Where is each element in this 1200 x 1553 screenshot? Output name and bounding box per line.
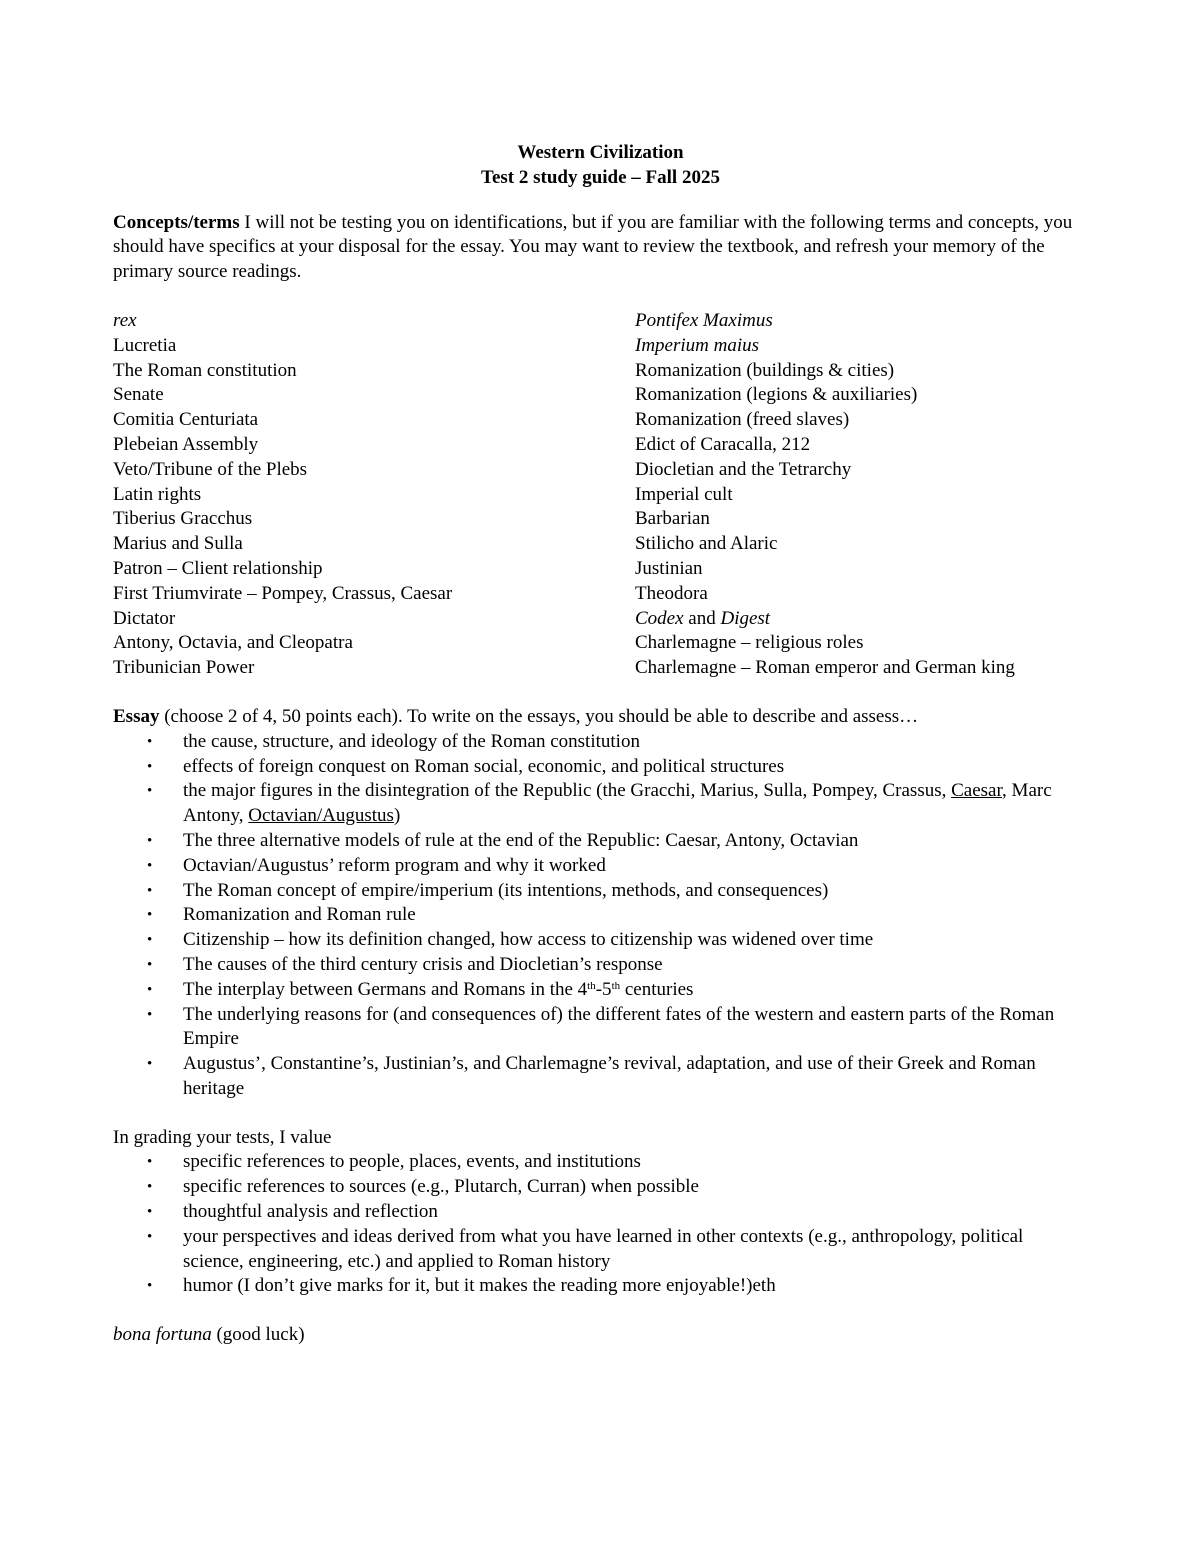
essay-topics-list [113, 730, 1088, 1102]
essay-topic: • Octavian/Augustus’ reform program and why it worked [113, 854, 1088, 879]
term-item [635, 607, 1088, 632]
term-and: and [683, 607, 721, 629]
intro-label: Concepts/terms [113, 211, 240, 233]
term-item: Diocletian and the Tetrarchy [635, 458, 852, 480]
term-item: Plebeian Assembly [113, 433, 259, 455]
bullet-icon: • [147, 783, 153, 800]
essay-topic: • The interplay between Germans and Romans in the 4th-5th centuries [113, 978, 1088, 1003]
term-item: Latin rights [113, 483, 202, 505]
bullet-icon: • [147, 1204, 153, 1221]
bullet-icon: • [147, 882, 153, 899]
term-item: The Roman constitution [113, 359, 297, 381]
essay-topic: • The causes of the third century crisis and Diocletian’s response [113, 953, 1088, 978]
terms-column-left [113, 309, 635, 681]
essay-topic: • The three alternative models of rule at the end of the Republic: Caesar, Antony, Octavian [113, 829, 1088, 854]
terms-list [113, 309, 1088, 681]
page-title: Western Civilization [517, 142, 684, 163]
term-item: Romanization (freed slaves) [635, 409, 850, 431]
term-item: Justinian [635, 557, 703, 579]
bullet-icon: • [147, 733, 153, 750]
grading-criteria-list [113, 1150, 1088, 1299]
study-guide-page [113, 141, 1088, 1348]
essay-label: Essay [113, 705, 160, 727]
bullet-icon: • [147, 1228, 153, 1245]
essay-topic: • the cause, structure, and ideology of the Roman constitution [113, 730, 1088, 755]
bullet-icon: • [147, 1278, 153, 1295]
term-item: Tiberius Gracchus [113, 508, 253, 530]
term-item: Antony, Octavia, and Cleopatra [113, 632, 353, 654]
closing-line [113, 1323, 1088, 1348]
essay-topic: • The Roman concept of empire/imperium (its intentions, methods, and consequences) [113, 879, 1088, 904]
bullet-icon: • [147, 1056, 153, 1073]
bullet-icon: • [147, 1154, 153, 1171]
term-item: Edict of Caracalla, 212 [635, 433, 811, 455]
grading-intro: In grading your tests, I value [113, 1126, 332, 1148]
essay-instructions: (choose 2 of 4, 50 points each). To write on the essays, you should be able to describe and assess… [159, 705, 919, 727]
bullet-icon: • [147, 857, 153, 874]
term-digest: Digest [720, 607, 771, 629]
page-subtitle: Test 2 study guide – Fall 2025 [481, 166, 720, 188]
term-item: Romanization (buildings & cities) [635, 359, 895, 381]
essay-topic: • The underlying reasons for (and consequences of) the different fates of the western and eastern parts of the Roman Empire [147, 1003, 1055, 1050]
bullet-icon: • [147, 956, 153, 973]
grading-criterion: • your perspectives and ideas derived from what you have learned in other contexts (e.g., anthropology, political science, engineering, etc.) and applied to Roman history [147, 1225, 1024, 1272]
bullet-icon: • [147, 981, 153, 998]
essay-topic: • effects of foreign conquest on Roman social, economic, and political structures [113, 755, 1088, 780]
intro-paragraph [113, 211, 1088, 285]
term-item: Senate [113, 384, 164, 406]
term-item: Romanization (legions & auxiliaries) [635, 384, 918, 406]
closing-latin: bona fortuna [113, 1324, 212, 1346]
term-item: Tribunician Power [113, 657, 255, 679]
bullet-icon: • [147, 832, 153, 849]
essay-topic: • Citizenship – how its definition changed, how access to citizenship was widened over time [113, 928, 1088, 953]
essay-topic: • Romanization and Roman rule [113, 903, 1088, 928]
term-item: Charlemagne – Roman emperor and German king [635, 657, 1015, 679]
term-item: Marius and Sulla [113, 533, 243, 555]
essay-heading [113, 705, 1088, 730]
term-item: Imperium maius [635, 334, 760, 356]
term-item: Theodora [635, 582, 708, 604]
term-item: Charlemagne – religious roles [635, 632, 864, 654]
terms-column-right [635, 309, 1088, 681]
grading-criterion: • thoughtful analysis and reflection [113, 1200, 1088, 1225]
grading-criterion: • specific references to people, places, events, and institutions [113, 1150, 1088, 1175]
grading-criterion: • specific references to sources (e.g., Plutarch, Curran) when possible [113, 1175, 1088, 1200]
term-item: Dictator [113, 607, 176, 629]
term-item: Lucretia [113, 334, 177, 356]
term-item: First Triumvirate – Pompey, Crassus, Caesar [113, 582, 453, 604]
term-item: Comitia Centuriata [113, 409, 259, 431]
bullet-icon: • [147, 758, 153, 775]
bullet-icon: • [147, 1179, 153, 1196]
term-item: rex [113, 309, 137, 331]
closing-translation: (good luck) [211, 1324, 305, 1346]
term-item: Imperial cult [635, 483, 733, 505]
bullet-icon: • [147, 907, 153, 924]
intro-text: I will not be testing you on identifications, but if you are familiar with the following terms and concepts, you should have specifics at your disposal for the essay. You may want to review the textbook, and refresh your memory of the primary source readings. [113, 211, 1073, 283]
grading-criterion: • humor (I don’t give marks for it, but it makes the reading more enjoyable!)eth [113, 1274, 1088, 1299]
term-item: Pontifex Maximus [635, 309, 773, 331]
term-codex: Codex [635, 607, 684, 629]
term-item: Veto/Tribune of the Plebs [113, 458, 308, 480]
bullet-icon: • [147, 932, 153, 949]
essay-topic: • Augustus’, Constantine’s, Justinian’s, and Charlemagne’s revival, adaptation, and use of their Greek and Roman heritage [147, 1053, 1036, 1099]
bullet-icon: • [147, 1006, 153, 1023]
term-item: Stilicho and Alaric [635, 533, 778, 555]
term-item: Barbarian [635, 508, 710, 530]
essay-topic: • the major figures in the disintegration of the Republic (the Gracchi, Marius, Sulla, Pompey, Crassus, Caesar, Marc Antony, Octavian/Augustus) [147, 780, 1052, 827]
term-item: Patron – Client relationship [113, 557, 323, 579]
